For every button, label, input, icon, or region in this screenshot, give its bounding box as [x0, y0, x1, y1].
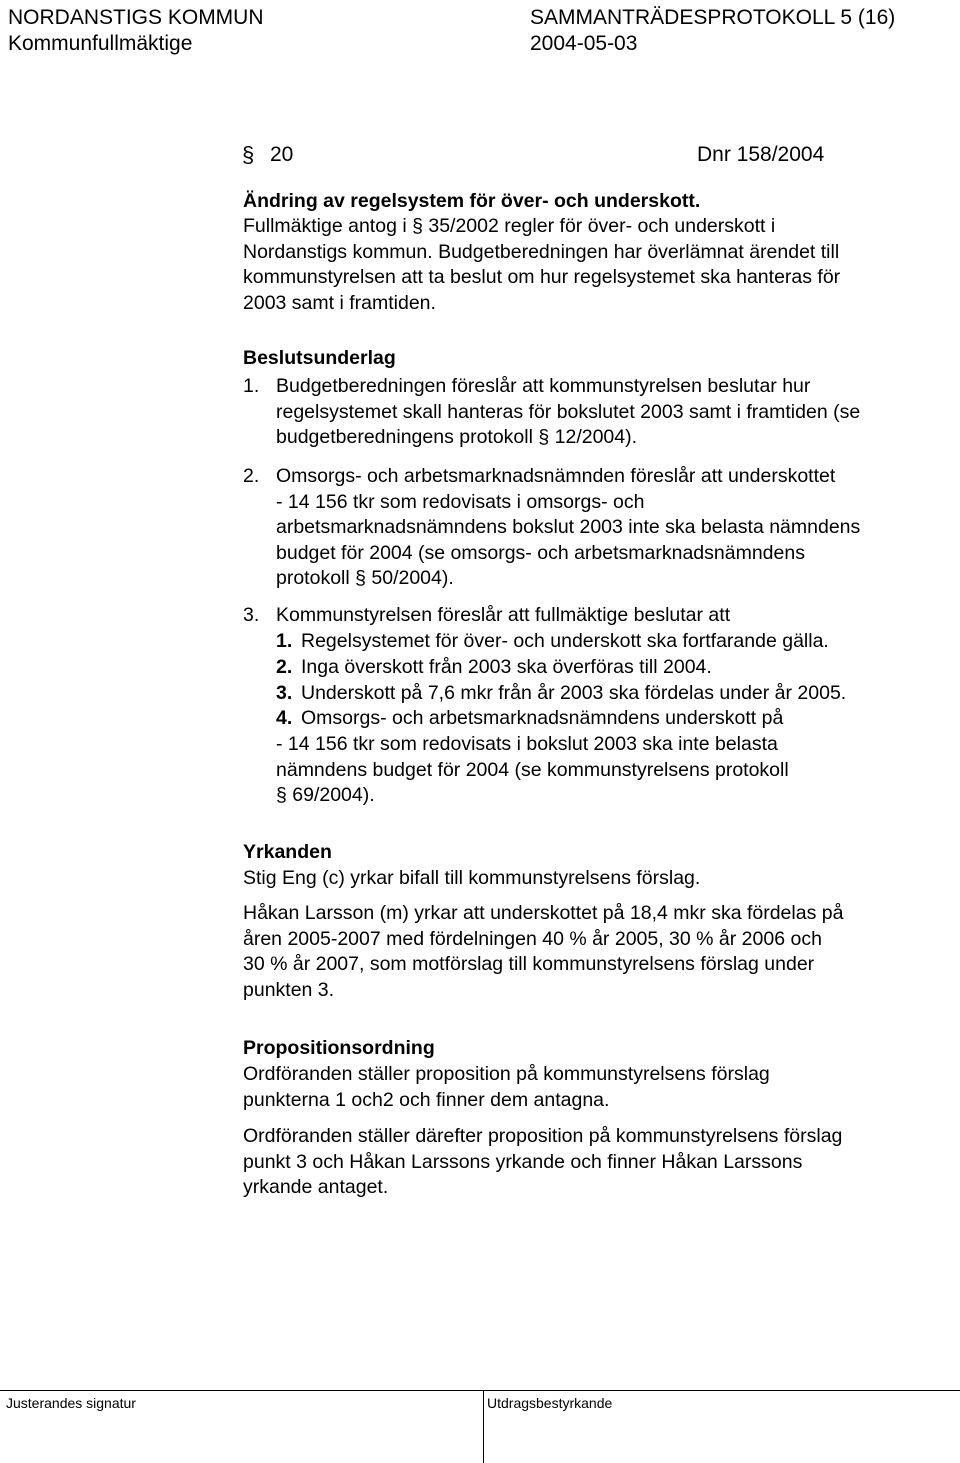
paragraph-line: punkterna 1 och2 och finner dem antagna. [243, 1088, 610, 1111]
footer-certification-label: Utdragsbestyrkande [487, 1395, 613, 1411]
item-dnr: Dnr 158/2004 [697, 143, 825, 166]
yrkanden-paragraph-1: Stig Eng (c) yrkar bifall till kommunstyrelsens förslag. [243, 867, 701, 889]
point-line: Budgetberedningen föreslår att kommunstyrelsen beslutar hur [276, 375, 811, 397]
intro-line: Fullmäktige antog i § 35/2002 regler för över- och underskott i [243, 215, 776, 237]
yrkanden-paragraph-2 [243, 901, 843, 1003]
subpoint-4-number: 4. [276, 707, 293, 729]
point-3-number: 3. [243, 604, 260, 626]
point-2-text [276, 464, 860, 592]
paragraph-line: punkt 3 och Håkan Larssons yrkande och finner Håkan Larssons [243, 1150, 803, 1173]
intro-line: Nordanstigs kommun. Budgetberedningen har överlämnat ärendet till [243, 240, 840, 263]
subpoint-1-text: Regelsystemet för över- och underskott ska fortfarande gälla. [301, 630, 829, 652]
subpoint-4-line: Omsorgs- och arbetsmarknadsnämndens underskott på [301, 707, 784, 729]
footer-signature-label: Justerandes signatur [6, 1395, 136, 1411]
point-line: arbetsmarknadsnämndens bokslut 2003 inte ska belasta nämndens [276, 516, 861, 538]
header-doc-type-label: SAMMANTRÄDESPROTOKOLL [530, 6, 835, 29]
point-line: nämndens budget för 2004 (se kommunstyrelsens protokoll [276, 758, 789, 781]
footer-top-rule [0, 1390, 960, 1391]
point-line: - 14 156 tkr som redovisats i bokslut 2003 ska inte belasta [276, 733, 778, 755]
header-date: 2004-05-03 [530, 32, 638, 55]
beslutsunderlag-heading: Beslutsunderlag [243, 347, 396, 369]
point-2-number: 2. [243, 465, 260, 487]
header-org: NORDANSTIGS KOMMUN [8, 6, 264, 29]
intro-line: 2003 samt i framtiden. [243, 291, 436, 314]
header-page-number: 5 (16) [840, 6, 896, 29]
subpoint-4-text [276, 732, 789, 809]
paragraph-line: 30 % år 2007, som motförslag till kommunstyrelsens förslag under [243, 953, 815, 975]
point-line: - 14 156 tkr som redovisats i omsorgs- och [276, 490, 645, 513]
point-line: budgetberedningens protokoll § 12/2004). [276, 426, 638, 448]
yrkanden-heading: Yrkanden [243, 841, 332, 863]
header-doc-type [530, 6, 895, 30]
paragraph-line: yrkande antaget. [243, 1176, 389, 1198]
paragraph-line: Håkan Larsson (m) yrkar att underskottet på 18,4 mkr ska fördelas på [243, 902, 844, 924]
item-title: Ändring av regelsystem för över- och underskott. [243, 190, 701, 212]
paragraph-line: punkten 3. [243, 978, 335, 1001]
point-3-text: Kommunstyrelsen föreslår att fullmäktige beslutar att [276, 604, 731, 626]
point-1-number: 1. [243, 375, 260, 397]
point-line: § 69/2004). [276, 784, 375, 806]
paragraph-line: Ordföranden ställer därefter proposition på kommunstyrelsens förslag [243, 1125, 843, 1147]
paragraph-line: Ordföranden ställer proposition på kommunstyrelsens förslag [243, 1063, 770, 1085]
point-1-text [276, 374, 860, 451]
point-line: Omsorgs- och arbetsmarknadsnämnden föreslår att underskottet [276, 465, 836, 487]
subpoint-3-number: 3. [276, 682, 293, 704]
point-line: protokoll § 50/2004). [276, 567, 454, 589]
point-line: regelsystemet skall hanteras för bokslutet 2003 samt i framtiden (se [276, 400, 861, 423]
subpoint-1-number: 1. [276, 630, 293, 652]
paragraph-line: åren 2005-2007 med fördelningen 40 % år 2005, 30 % år 2006 och [243, 927, 822, 950]
proposition-paragraph-2 [243, 1124, 842, 1201]
subpoint-2-text: Inga överskott från 2003 ska överföras till 2004. [301, 656, 712, 678]
proposition-paragraph-1 [243, 1062, 770, 1113]
item-number: 20 [270, 143, 294, 166]
subpoint-2-number: 2. [276, 656, 293, 678]
point-line: budget för 2004 (se omsorgs- och arbetsmarknadsnämndens [276, 541, 805, 564]
item-intro [243, 214, 840, 316]
footer-column-divider [483, 1390, 484, 1463]
subpoint-3-text: Underskott på 7,6 mkr från år 2003 ska fördelas under år 2005. [301, 682, 847, 704]
paragraph-symbol-icon: § [242, 142, 255, 167]
intro-line: kommunstyrelsen att ta beslut om hur regelsystemet ska hanteras för [243, 266, 841, 288]
propositionsordning-heading: Propositionsordning [243, 1037, 435, 1059]
header-body: Kommunfullmäktige [8, 32, 193, 55]
